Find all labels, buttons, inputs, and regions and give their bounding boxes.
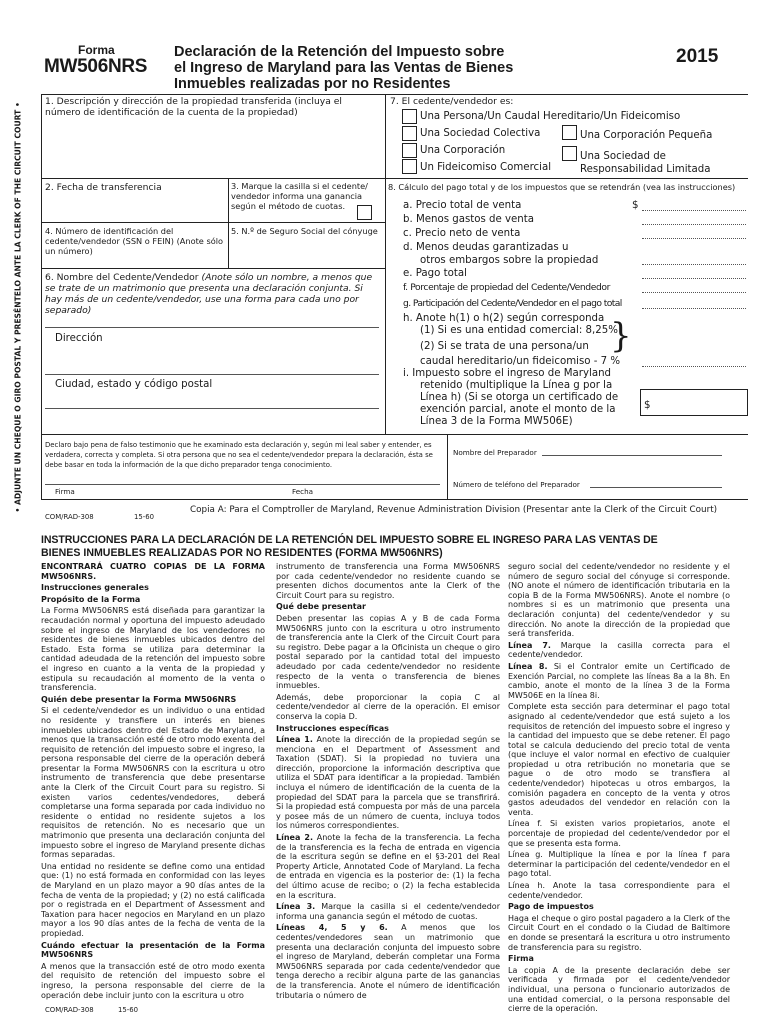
instruction-subheading: Quién debe presentar la Forma MW506NRS (41, 694, 237, 704)
line-8d-label-2: otros embargos sobre la propiedad (420, 255, 599, 266)
line-8f-label: f. Porcentaje de propiedad del Cedente/Vendedor (403, 282, 611, 293)
form-code: COM/RAD-308 (45, 513, 94, 521)
field-1-label: 1. Descripción y dirección de la propiedad transferida (incluya el número de identificación de la cuenta de la propiedad) (45, 96, 342, 118)
option-sociedad-colectiva: Una Sociedad Colectiva (420, 128, 541, 139)
instruction-paragraph (41, 583, 265, 593)
instruction-subheading: Propósito de la Forma (41, 594, 141, 604)
instruction-paragraph (508, 702, 730, 817)
line-8b-input[interactable] (642, 223, 746, 225)
instruction-text: La copia A de la presente declaración debe ser verificada y firmada por el cedente/vendedor individual, una persona o funcionario autorizados de una entidad comercial, o la persona responsable del cierre de la operación. (508, 965, 730, 1014)
instruction-subheading: Línea 7. (508, 640, 551, 650)
instruction-paragraph (508, 966, 730, 1014)
line-8a-label: a. Precio total de venta (403, 200, 522, 211)
field-2-label: 2. Fecha de transferencia (45, 182, 162, 193)
instruction-paragraph (276, 693, 500, 722)
instruction-paragraph (276, 602, 500, 612)
field-4-label: 4. Número de identificación del cedente/vendedor (SSN o FEIN) (Anote sólo un número) (45, 226, 223, 256)
instruction-subheading: Qué debe presentar (276, 602, 366, 612)
line-8b-label: b. Menos gastos de venta (403, 214, 534, 225)
instruction-text: A menos que los cedentes/vendedores sean un matrimonio que presenta una declaración conjunta del impuesto sobre el ingreso de Maryland, deberán completar una Forma MW506NRS separada por cada cedente/vendedor que tenga derecho a recibir alguna parte de las ganancias de la transferencia. Anote el número de identificación tributaria o número de (276, 923, 500, 1000)
option-corporacion: Una Corporación (420, 145, 506, 156)
line-8f-input[interactable] (642, 291, 746, 293)
city-line[interactable] (45, 408, 379, 409)
preparer-name-line[interactable] (542, 455, 722, 456)
instruction-text: Si el Contralor emite un Certificado de Exención Parcial, no complete las líneas 8a a la 8h. En cambio, anote el monto de la línea 3 de la Forma MW506E en la línea 8i. (508, 661, 730, 700)
instruction-text: Marque la casilla correcta para el cedente/vendedor. (508, 640, 730, 660)
instruction-paragraph (276, 902, 500, 921)
row-split-1 (228, 178, 229, 268)
name-line[interactable] (45, 327, 379, 328)
instruction-text: Deben presentar las copias A y B de cada Forma MW506NRS junto con la escritura u otro instrumento de transferencia ante la Clerk of the Circuit Court para su registro. Debe pagar a la Oficinista un cheque o giro postal separado por la cantidad total del impuesto adeudado por cada cedente/vendedor no residente respecto de la venta o transferencia de bienes inmuebles. (276, 613, 500, 691)
line-8g-input[interactable] (642, 307, 746, 309)
field-3-label: 3. Marque la casilla si el cedente/ vendedor informa una ganancia según el método de cuotas. (231, 181, 368, 211)
line-8i-label-5: Línea 3 de la Forma MW506E) (420, 416, 573, 427)
line-8h2-label-2: caudal hereditario/un fideicomiso - 7 % (420, 356, 621, 367)
line-8d-input[interactable] (642, 263, 746, 265)
instruction-subheading: Línea 8. (508, 661, 548, 671)
instruction-paragraph (276, 833, 500, 900)
instruction-subheading: Instrucciones específicas (276, 723, 389, 733)
instruction-paragraph (276, 923, 500, 1000)
brace-icon: } (610, 316, 632, 356)
instruction-text: Complete esta sección para determinar el pago total asignado al cedente/vendedor que está sujeto a los requisitos de retención del impuesto sobre el ingreso y la cantidad del impuesto que se debe retener. El pago total se calcula deduciendo del precio total de venta (que incluye el valor normal en efectivo de cualquier propiedad u otra retribución no monetaria que se pague o de otro modo se transfiera al cedente/vendedor) hipotecas u otros embargos, la comisión pagadera en concepto de la venta y otros gastos adeudados del vendedor en relación con la venta. (508, 702, 730, 817)
instruction-subheading: Línea 2. (276, 833, 313, 843)
preparer-phone-label: Número de teléfono del Preparador (453, 480, 580, 489)
instruction-subheading: Líneas 4, 5 y 6. (276, 923, 388, 933)
line-8a-dollar: $ (632, 200, 639, 211)
line-8i-dollar: $ (644, 400, 651, 411)
instruction-text: Línea h. Anote la tasa correspondiente para el cedente/vendedor. (508, 881, 730, 900)
row-line-3 (41, 268, 385, 269)
instruction-text: Línea f. Si existen varios propietarios, anote el porcentaje de propiedad del cedente/vendedor por el que se presenta esta forma. (508, 819, 730, 848)
preparer-name-label: Nombre del Preparador (453, 448, 537, 457)
line-8h2-label: (2) Si se trata de una persona/un (420, 341, 589, 352)
option-corporacion-pequena: Una Corporación Pequeña (580, 130, 713, 141)
instruction-text: Además, debe proporcionar la copia C al cedente/vendedor al cierre de la operación. El emisor conserva la copia D. (276, 692, 500, 721)
signature-label: Firma (55, 487, 75, 496)
instruction-paragraph (276, 724, 500, 734)
instruction-subheading: Línea 3. (276, 902, 316, 912)
line-8e-input[interactable] (642, 277, 746, 279)
form-year: 2015 (676, 46, 719, 67)
instruction-text: Si el cedente/vendedor es un individuo o una entidad no residente y transfiere un interés en bienes inmuebles ubicados dentro del Estado de Maryland, a menos que la transacción esté de otro modo exenta del requisito de retención del impuesto sobre el ingreso, la persona responsable del cierre de la operación deberá presentar la Forma MW506NRS con la escritura u otro instrumento de transferencia que debe presentarse ante la Clerk of the Circuit Court para su registro. Si existen varios cedentes/vendedores, deberá completarse una forma separada por cada individuo no residente o entidad no residente sujetos a los requisitos de retención. No es necesario que un matrimonio que presenta una declaración conjunta del impuesto sobre el ingreso de Maryland presente dichas formas separadas. (41, 706, 265, 860)
instruction-paragraph (41, 941, 265, 960)
line-8i-label-2: retenido (multiplique la Línea g por la (420, 380, 613, 391)
line-8e-label: e. Pago total (403, 268, 467, 279)
signature-line[interactable] (45, 484, 440, 485)
line-8g-label: g. Participación del Cedente/Vendedor en el pago total (403, 298, 622, 309)
line-8i-input[interactable] (640, 389, 748, 416)
declaration-text: Declaro bajo pena de falso testimonio que he examinado esta declaración y, según mi leal saber y entender, es verdadera, correcta y completa. Si otra persona que no sea el cedente/vendedor prepara la declaración, ésta se debe basar en toda la información de la que dicho preparador tenga conocimiento. (45, 441, 433, 469)
instruction-subheading: ENCONTRARÁ CUATRO COPIAS DE LA FORMA MW506NRS. (41, 562, 265, 581)
line-8a-input[interactable] (642, 209, 746, 211)
frame-left-line (41, 94, 42, 499)
installment-checkbox[interactable] (357, 205, 372, 220)
instructions-heading: INSTRUCCIONES PARA LA DECLARACIÓN DE LA RETENCIÓN DEL IMPUESTO SOBRE EL INGRESO PARA LAS VENTAS DE BIENES INMUEBLES REALIZADAS POR NO RESIDENTES (FORMA MW506NRS) (41, 534, 658, 559)
instruction-paragraph (508, 819, 730, 848)
instruction-text: Marque la casilla si el cedente/vendedor informa una ganancia según el método de cuotas. (276, 902, 500, 921)
line-8c-label: c. Precio neto de venta (403, 228, 521, 239)
instruction-paragraph (508, 562, 730, 639)
checkbox-corporacion-pequena[interactable] (562, 125, 577, 140)
instruction-paragraph (276, 735, 500, 831)
instruction-paragraph (41, 695, 265, 705)
option-fideicomiso-comercial: Un Fideicomiso Comercial (420, 162, 552, 173)
bottom-form-code: COM/RAD-308 (45, 1006, 94, 1014)
instruction-text: A menos que la transacción esté de otro modo exenta del requisito de retención del impuesto sobre el ingreso, la persona responsable del cierre de la operación debe incluir junto con la escritura u otro (41, 961, 265, 1000)
instruction-paragraph (41, 562, 265, 581)
instruction-paragraph (41, 862, 265, 939)
line-8d-label: d. Menos deudas garantizadas u (403, 242, 569, 253)
instruction-text: seguro social del cedente/vendedor no residente y el número de seguro social del cónyuge si corresponde. (NO anote el número de identificación tributaria en la copia B de la Forma MW506NRS). Anote el nombre (o nombres si es un matrimonio que presenta una declaración conjunta) del cedente/vendedor y su dirección. No anote la dirección de la propiedad que será transferida. (508, 562, 730, 639)
city-label: Ciudad, estado y código postal (55, 379, 213, 390)
instruction-paragraph (508, 881, 730, 900)
instruction-text: Una entidad no residente se define como una entidad que: (1) no está formada en conformidad con las leyes de Maryland en un plazo mayor a 90 días antes de la fecha de venta de la propiedad; y (2) no está calificada por o registrada en el Department of Assessment and Taxation para hacer negocios en Maryland en un plazo mayor a los 90 días antes de la fecha de venta de la propiedad. (41, 861, 265, 938)
instruction-paragraph (508, 954, 730, 964)
bottom-form-version: 15-60 (118, 1006, 139, 1014)
line-8i-label-3: Línea h) (Si se otorga un certificado de (420, 392, 619, 403)
instruction-paragraph (41, 606, 265, 692)
instructions-column-3 (508, 562, 730, 1016)
instruction-text: Línea g. Multiplique la línea e por la línea f para determinar la participación del cedente/vendedor en el pago total. (508, 850, 730, 879)
option-persona: Una Persona/Un Caudal Hereditario/Un Fideicomiso (420, 111, 681, 122)
form-version: 15-60 (134, 513, 155, 521)
address-line[interactable] (45, 374, 379, 375)
instruction-subheading: Pago de impuestos (508, 902, 594, 912)
line-8h-label: h. Anote h(1) o h(2) según corresponda (403, 313, 605, 324)
line-8i-label-4: exención parcial, anote el monto de la (420, 404, 616, 415)
instruction-paragraph (41, 595, 265, 605)
instruction-text: La Forma MW506NRS está diseñada para garantizar la recaudación normal y oportuna del impuesto adeudado sobre el ingreso de Maryland de los vendedores no residentes de bienes inmuebles ubicados dentro del Estado. Esta forma se utiliza para determinar la cantidad adeudada de la retención del impuesto sobre el ingreso en cuanto a la venta de la propiedad y estipula su recaudación al momento de la venta o transferencia. (41, 606, 265, 693)
row-line-1 (41, 178, 748, 179)
instruction-paragraph (508, 902, 730, 912)
instruction-paragraph (508, 641, 730, 660)
decl-split (447, 434, 448, 499)
instructions-column-2 (276, 562, 500, 1002)
instruction-subheading: Línea 1. (276, 735, 313, 745)
instruction-paragraph (276, 614, 500, 691)
checkbox-corporacion[interactable] (402, 143, 417, 158)
instruction-subheading: Cuándo efectuar la presentación de la Forma MW506NRS (41, 940, 265, 960)
instruction-paragraph (41, 962, 265, 1000)
instruction-paragraph (276, 562, 500, 600)
line-8h-input[interactable] (642, 365, 746, 367)
instruction-paragraph (508, 914, 730, 952)
row-line-2 (41, 222, 385, 223)
instruction-text: Anote la dirección de la propiedad según se menciona en el Department of Assessment and Taxation (SDAT). Si la propiedad no tuviera una dirección, proporcione la información descriptiva que utiliza el SDAT para identificar a la propiedad. También incluya el número de identificación de la cuenta de la propiedad del SDAT para la parcela que se transfirirá. Si la propiedad está compuesta por más de una parcela y posee más de un número de cuenta, incluya todos los números correspondientes. (276, 735, 500, 831)
frame-top-line (41, 94, 748, 95)
instruction-text: Haga el cheque o giro postal pagadero a la Clerk of the Circuit Court en el condado o la Ciudad de Baltimore en donde se presentará la escritura u otro instrumento de transferencia para su registro. (508, 913, 730, 952)
instruction-text: Anote la fecha de la transferencia. La fecha de la transferencia es la fecha de entrada en vigencia de la escritura según se define en el §3-201 del Real Property Article, Annotated Code of Maryland. La fecha de entrada en vigencia es la posterior de: (1) la fecha del último acuse de recibo; o (2) la fecha establecida en la escritura. (276, 833, 500, 900)
side-instruction-text: • ADJUNTE UN CHEQUE O GIRO POSTAL Y PRESÉNTELO ANTE LA CLERK OF THE CIRCUIT COURT • (13, 102, 23, 513)
frame-mid-line (385, 94, 386, 434)
checkbox-sociedad-colectiva[interactable] (402, 126, 417, 141)
field-8-label: 8. Cálculo del pago total y de los impuestos que se retendrán (vea las instrucciones) (388, 182, 736, 192)
date-label: Fecha (292, 487, 314, 496)
form-label: Forma (78, 43, 115, 57)
frame-bottom-line (41, 499, 748, 500)
row-line-decl (41, 434, 748, 435)
instruction-subheading: Firma (508, 954, 534, 964)
checkbox-fideicomiso-comercial[interactable] (402, 159, 417, 174)
instruction-text: instrumento de transferencia una Forma MW506NRS por cada cedente/vendedor no residente cuando se presenten dichos documentos ante la Clerk of the Circuit Court para su registro. (276, 562, 500, 600)
field-7-label: 7. El cedente/vendedor es: (390, 96, 514, 107)
line-8c-input[interactable] (642, 237, 746, 239)
line-8i-label: i. Impuesto sobre el ingreso de Maryland (403, 368, 611, 379)
instruction-paragraph (41, 706, 265, 860)
address-label: Dirección (55, 333, 103, 344)
field-5-label: 5. N.º de Seguro Social del cónyuge (231, 226, 378, 236)
form-title: Declaración de la Retención del Impuesto sobre el Ingreso de Maryland para las Ventas de Bienes Inmuebles realizadas por no Residentes (174, 44, 514, 92)
instruction-subheading: Instrucciones generales (41, 583, 149, 593)
option-llc: Una Sociedad de Responsabilidad Limitada (580, 151, 711, 175)
checkbox-llc[interactable] (562, 146, 577, 161)
field-6-label: 6. Nombre del Cedente/Vendedor (Anote sólo un nombre, a menos que se trate de un matrimonio que presenta una declaración conjunta. Si hay más de un cedente/vendedor, use una forma para cada uno por separado) (45, 272, 373, 316)
line-8h1-label: (1) Si es una entidad comercial: 8,25% (420, 325, 618, 336)
checkbox-persona[interactable] (402, 109, 417, 124)
form-number: MW506NRS (44, 56, 148, 77)
preparer-phone-line[interactable] (590, 487, 722, 488)
instruction-paragraph (508, 662, 730, 700)
copy-a-note: Copia A: Para el Comptroller de Maryland, Revenue Administration Division (Presentar ante la Clerk of the Circuit Court) (190, 505, 718, 515)
instructions-column-1 (41, 562, 265, 1002)
instruction-paragraph (508, 850, 730, 879)
